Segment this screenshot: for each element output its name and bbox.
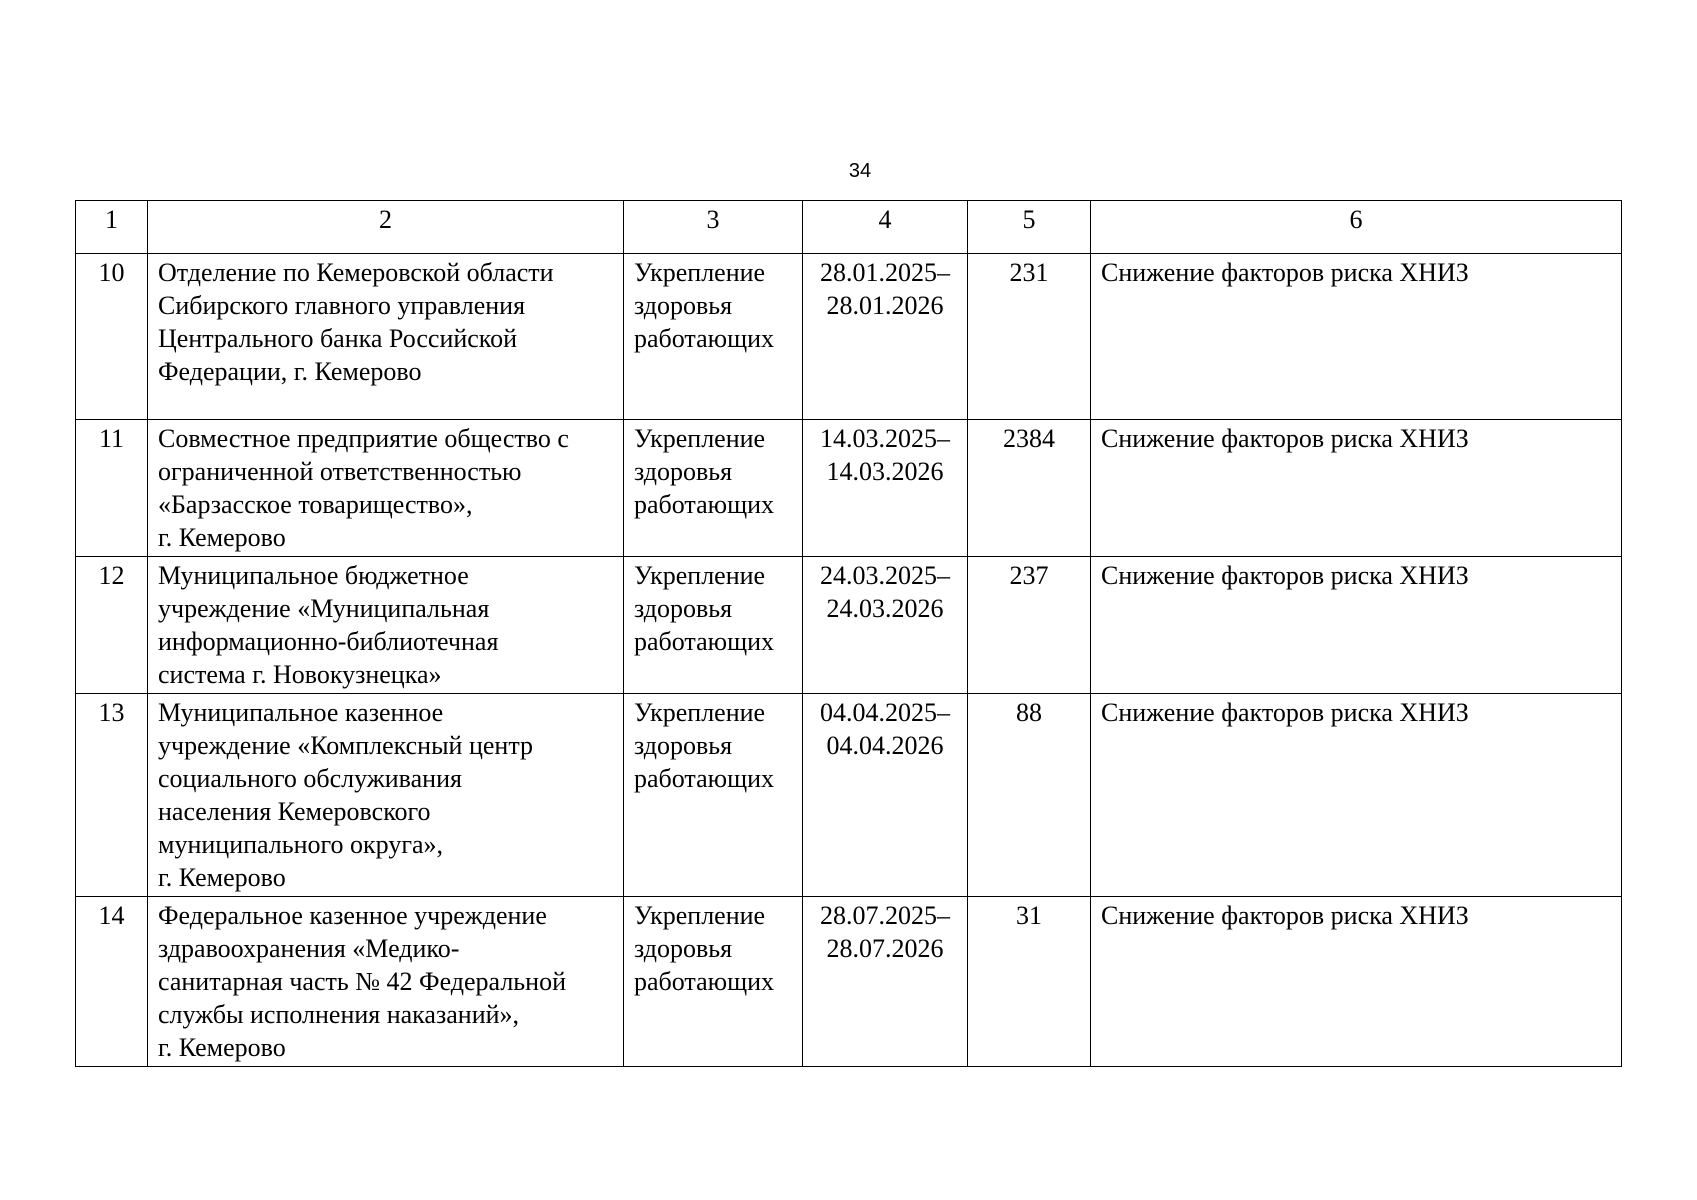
row-number: 14 — [76, 897, 148, 1067]
result-cell: Снижение факторов риска ХНИЗ — [1091, 897, 1622, 1067]
table-row — [76, 897, 1622, 1067]
period-cell: 28.07.2025– 28.07.2026 — [803, 897, 968, 1067]
table-row — [76, 420, 1622, 557]
program-cell: Укрепление здоровья работающих — [624, 254, 803, 420]
program-cell: Укрепление здоровья работающих — [624, 557, 803, 694]
column-header-5: 5 — [968, 201, 1091, 254]
column-header-1: 1 — [76, 201, 148, 254]
page-number: 34 — [848, 160, 872, 182]
table-row — [76, 254, 1622, 420]
program-cell: Укрепление здоровья работающих — [624, 420, 803, 557]
period-cell: 14.03.2025– 14.03.2026 — [803, 420, 968, 557]
organization-cell: Отделение по Кемеровской области Сибирского главного управления Центрального банка Российской Федерации, г. Кемерово — [148, 254, 624, 420]
result-cell: Снижение факторов риска ХНИЗ — [1091, 694, 1622, 897]
column-header-2: 2 — [148, 201, 624, 254]
column-header-6: 6 — [1091, 201, 1622, 254]
result-cell: Снижение факторов риска ХНИЗ — [1091, 557, 1622, 694]
period-cell: 04.04.2025– 04.04.2026 — [803, 694, 968, 897]
table-row — [76, 694, 1622, 897]
column-header-4: 4 — [803, 201, 968, 254]
result-cell: Снижение факторов риска ХНИЗ — [1091, 420, 1622, 557]
organization-cell: Федеральное казенное учреждение здравоохранения «Медико- санитарная часть № 42 Федеральной службы исполнения наказаний», г. Кемерово — [148, 897, 624, 1067]
count-cell: 237 — [968, 557, 1091, 694]
row-number: 13 — [76, 694, 148, 897]
organization-cell: Муниципальное бюджетное учреждение «Муниципальная информационно-библиотечная система г. Новокузнецка» — [148, 557, 624, 694]
row-number: 10 — [76, 254, 148, 420]
program-cell: Укрепление здоровья работающих — [624, 694, 803, 897]
result-cell: Снижение факторов риска ХНИЗ — [1091, 254, 1622, 420]
row-number: 12 — [76, 557, 148, 694]
period-cell: 28.01.2025– 28.01.2026 — [803, 254, 968, 420]
row-number: 11 — [76, 420, 148, 557]
organization-cell: Муниципальное казенное учреждение «Комплексный центр социального обслуживания населения Кемеровского муниципального округа», г. Кемерово — [148, 694, 624, 897]
period-cell: 24.03.2025– 24.03.2026 — [803, 557, 968, 694]
programs-table — [75, 200, 1622, 1067]
column-header-3: 3 — [624, 201, 803, 254]
count-cell: 88 — [968, 694, 1091, 897]
organization-cell: Совместное предприятие общество с ограниченной ответственностью «Барзасское товарищество», г. Кемерово — [148, 420, 624, 557]
table-header-row — [76, 201, 1622, 254]
count-cell: 2384 — [968, 420, 1091, 557]
count-cell: 31 — [968, 897, 1091, 1067]
count-cell: 231 — [968, 254, 1091, 420]
table-row — [76, 557, 1622, 694]
program-cell: Укрепление здоровья работающих — [624, 897, 803, 1067]
